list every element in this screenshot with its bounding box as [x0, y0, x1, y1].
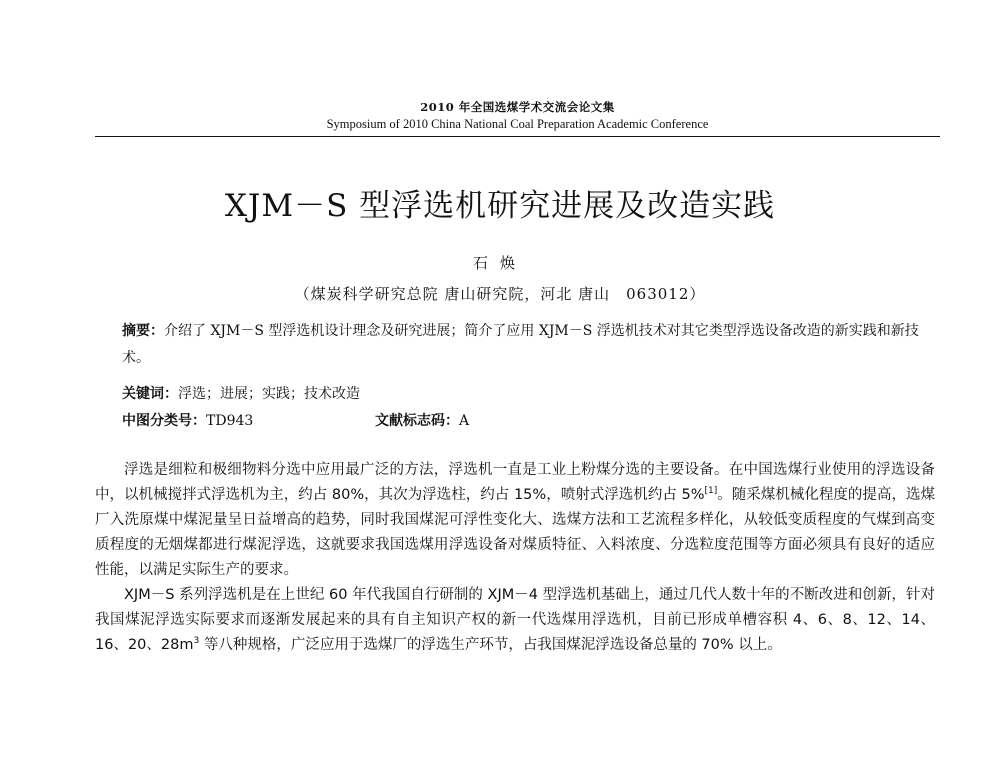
classification-value: TD943	[206, 413, 254, 429]
author-name: 石焕	[472, 254, 527, 272]
conference-title-chinese: 2010 年全国选煤学术交流会论文集	[420, 100, 615, 114]
paper-title: XJM－S 型浮选机研究进展及改造实践	[224, 188, 776, 224]
paragraph-1	[95, 458, 935, 583]
paragraph-2-text-b: 等八种规格，广泛应用于选煤厂的浮选生产环节，占我国煤泥浮选设备总量的 70% 以上。	[199, 637, 782, 653]
conference-title-english: Symposium of 2010 China National Coal Preparation Academic Conference	[326, 117, 709, 131]
keywords	[122, 381, 360, 408]
document-code	[375, 408, 469, 435]
paragraph-2-text-a: XJM－S 系列浮选机是在上世纪 60 年代我国自行研制的 XJM－4 型浮选机基础上，通过几代人数十年的不断改进和创新，针对我国煤泥浮选实际要求而逐渐发展起来的具有自主知识产权的新一代选煤用浮选机，目前已形成单槽容积 4、6、8、12、14、16、20、28m	[95, 587, 935, 653]
citation-ref: [1]	[704, 486, 718, 497]
header-rule	[95, 136, 940, 137]
body-text	[95, 458, 935, 658]
paragraph-2	[95, 583, 935, 658]
running-header	[95, 99, 940, 133]
classification-number	[122, 408, 253, 435]
paragraph-1-text-b: 。随采煤机械化程度的提高，选煤厂入洗原煤中煤泥量呈日益增高的趋势，同时我国煤泥可浮性变化大、选煤方法和工艺流程多样化，从较低变质程度的气煤到高变质程度的无烟煤都进行煤泥浮选，这就要求我国选煤用浮选设备对煤质特征、入料浓度、分选粒度范围等方面必须具有良好的适应性能，以满足实际生产的要求。	[95, 487, 935, 578]
abstract-text: 介绍了 XJM－S 型浮选机设计理念及研究进展；简介了应用 XJM－S 浮选机技术对其它类型浮选设备改造的新实践和新技术。	[122, 323, 919, 366]
document-code-value: A	[459, 413, 470, 429]
abstract-label: 摘要：	[122, 323, 164, 339]
author-affiliation: （煤炭科学研究总院 唐山研究院，河北 唐山 063012）	[294, 285, 706, 303]
classification-label: 中图分类号：	[122, 413, 206, 429]
document-code-label: 文献标志码：	[375, 413, 459, 429]
keywords-text: 浮选；进展；实践；技术改造	[178, 386, 360, 402]
paragraph-1-text-a: 浮选是细粒和极细物料分选中应用最广泛的方法，浮选机一直是工业上粉煤分选的主要设备。在中国选煤行业使用的浮选设备中，以机械搅拌式浮选机为主，约占 80%，其次为浮选柱，约占 15%，喷射式浮选机约占 5%	[95, 462, 935, 503]
cubic-superscript: 3	[193, 636, 200, 647]
abstract	[122, 318, 922, 372]
keywords-label: 关键词：	[122, 386, 178, 402]
